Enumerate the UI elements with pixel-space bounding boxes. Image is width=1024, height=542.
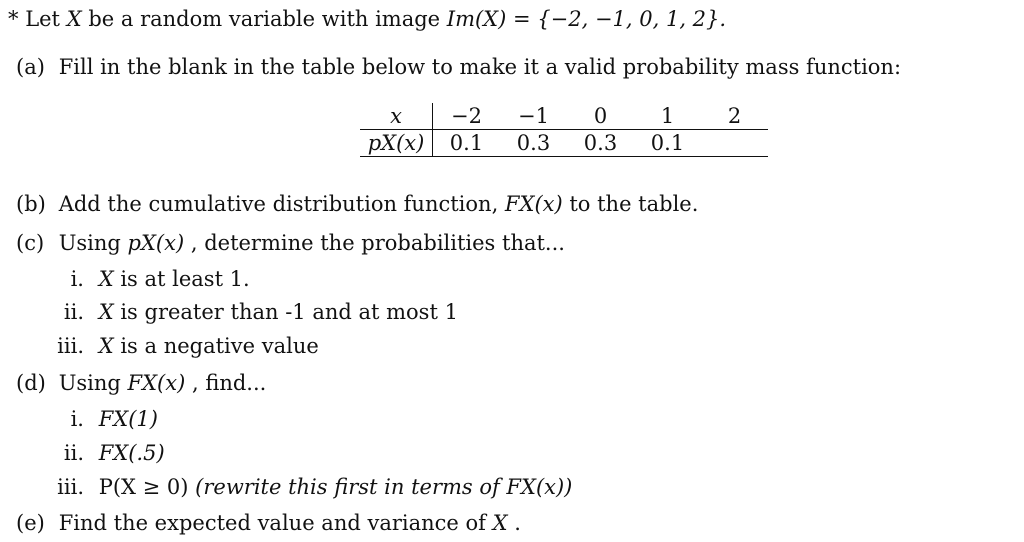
part-d-probability-expression: P(X ≥ 0) (98, 475, 189, 499)
part-d-text-after: , find... (191, 371, 267, 395)
part-c-text-before: Using (58, 231, 128, 255)
part-b-text-before: Add the cumulative distribution function, (58, 192, 505, 216)
part-c-item-label: iii. (57, 334, 84, 358)
p-value-cell (567, 130, 634, 157)
part-e-line (16, 510, 521, 536)
part-c-pmf: pX(x) (127, 231, 185, 255)
intro-text-before: Let (25, 7, 67, 31)
star-marker: * (8, 7, 19, 31)
part-c-line (16, 230, 565, 256)
part-c-item-text: is greater than -1 and at most 1 (120, 300, 458, 324)
part-c-text-after: , determine the probabilities that... (190, 231, 565, 255)
part-d-item-expression: FX(1) (98, 407, 158, 431)
pmf-table (360, 103, 768, 157)
part-e-text-before: Find the expected value and variance of (58, 511, 493, 535)
part-d-item (44, 406, 158, 432)
p-header-cell (360, 130, 433, 157)
part-b-line (16, 191, 698, 217)
part-c-item-text: is a negative value (120, 334, 319, 358)
intro-text-middle: be a random variable with image (88, 7, 447, 31)
x-header-cell (360, 103, 433, 130)
intro-variable: X (66, 7, 82, 31)
part-d-text-before: Using (58, 371, 128, 395)
p-value-cell (433, 130, 501, 157)
p-value: 0.1 (449, 131, 484, 155)
part-c-item-variable: X (98, 267, 114, 291)
part-d-cdf: FX(x) (127, 371, 186, 395)
part-c-item-variable: X (98, 300, 114, 324)
p-value: 0.3 (516, 131, 551, 155)
part-c-item-variable: X (98, 334, 114, 358)
part-a-text: Fill in the blank in the table below to make it a valid probability mass function: (58, 55, 902, 79)
x-value: 0 (593, 104, 608, 128)
part-d-item (44, 474, 572, 500)
part-d-line (16, 370, 266, 396)
part-d-label: (d) (16, 371, 46, 395)
x-value: 1 (660, 104, 675, 128)
part-a-line (16, 54, 901, 80)
part-b-text-after: to the table. (569, 192, 699, 216)
p-value-cell (634, 130, 701, 157)
part-c-item-label: ii. (63, 300, 84, 324)
p-header: pX(x) (367, 131, 425, 155)
part-b-label: (b) (16, 192, 46, 216)
x-value-cell (701, 103, 768, 130)
part-b-cdf: FX(x) (504, 192, 563, 216)
p-value-cell (500, 130, 567, 157)
part-e-variable: X (492, 511, 508, 535)
part-c-item (44, 299, 458, 325)
x-header: x (390, 104, 402, 128)
part-c-item-text: is at least 1. (120, 267, 250, 291)
part-e-text-after: . (514, 511, 521, 535)
x-value-cell (500, 103, 567, 130)
part-a-label: (a) (16, 55, 45, 79)
pmf-table-container (360, 103, 770, 161)
part-c-item-label: i. (70, 267, 84, 291)
part-c-item (44, 266, 250, 292)
p-value: 0.1 (650, 131, 685, 155)
x-value: 2 (727, 104, 742, 128)
x-value: −2 (451, 104, 482, 128)
part-c-item (44, 333, 319, 359)
x-value: −1 (518, 104, 549, 128)
part-d-item-label: i. (70, 407, 84, 431)
part-d-item-label: iii. (57, 475, 84, 499)
x-value-cell (433, 103, 501, 130)
part-d-item-expression: FX(.5) (98, 441, 165, 465)
part-d-item-label: ii. (63, 441, 84, 465)
blank-p-value-cell (701, 130, 768, 157)
table-row-p (360, 130, 768, 157)
table-row-x (360, 103, 768, 130)
x-value-cell (634, 103, 701, 130)
part-d-item (44, 440, 165, 466)
part-e-label: (e) (16, 511, 45, 535)
intro-line (8, 6, 726, 32)
part-d-note: (rewrite this first in terms of FX(x)) (195, 475, 573, 499)
intro-image-expression: Im(X) = {−2, −1, 0, 1, 2}. (446, 7, 727, 31)
x-value-cell (567, 103, 634, 130)
part-c-label: (c) (16, 231, 45, 255)
p-value: 0.3 (583, 131, 618, 155)
